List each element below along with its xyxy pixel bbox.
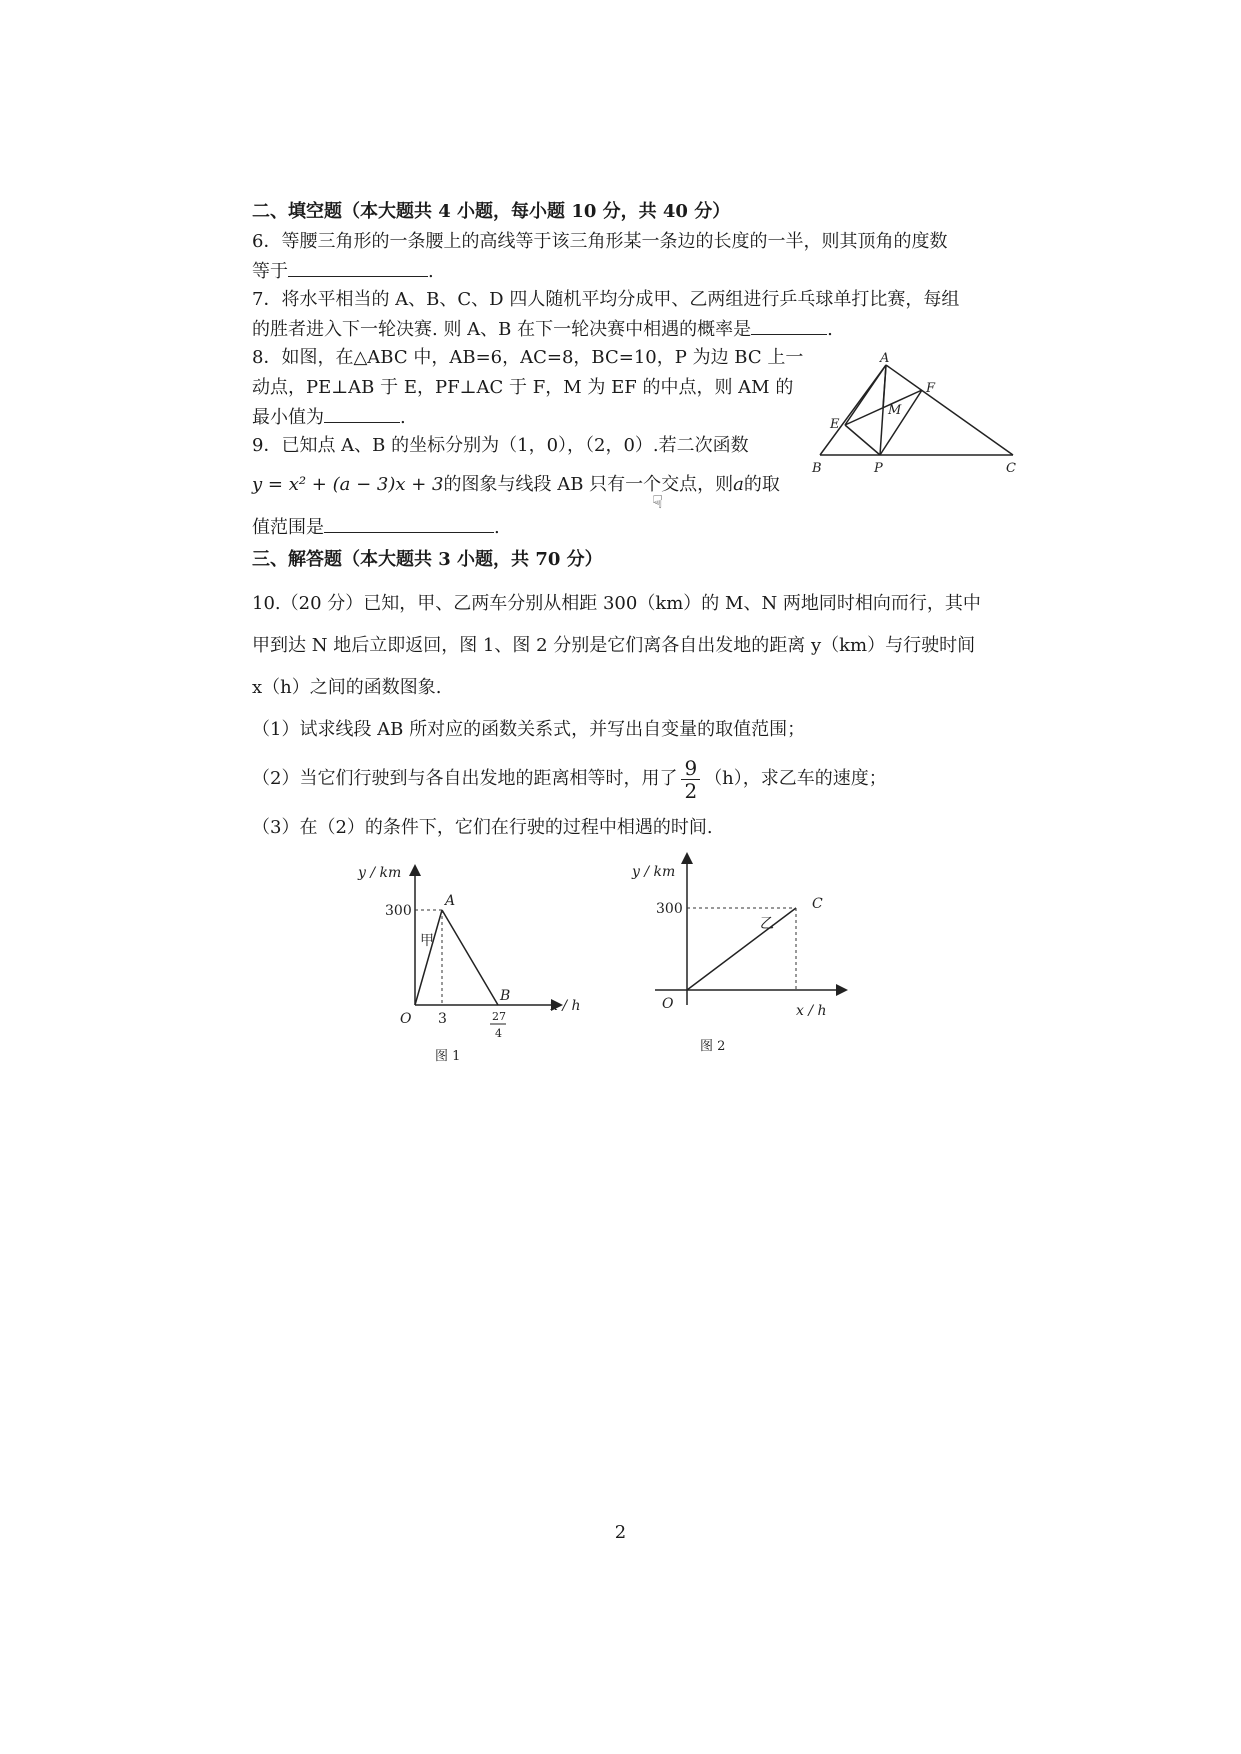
- fig1-segment-ab: [442, 910, 498, 1005]
- fig1-point-b: B: [500, 988, 511, 1004]
- question-8-prefix: 最小值为: [252, 407, 324, 428]
- question-6-suffix: .: [428, 261, 434, 282]
- question-10-part-1: （1）试求线段 AB 所对应的函数关系式，并写出自变量的取值范围；: [252, 719, 806, 740]
- fig2-caption: 图 2: [700, 1039, 726, 1054]
- question-8-suffix: .: [400, 407, 406, 428]
- label-m: M: [888, 403, 902, 418]
- fig1-x-tick-den: 4: [495, 1027, 502, 1040]
- question-8-answer-blank[interactable]: [324, 404, 400, 423]
- label-f: F: [926, 381, 936, 396]
- question-7-suffix: .: [827, 319, 833, 340]
- question-9-line-1: 9．已知点 A、B 的坐标分别为（1，0），（2，0）.若二次函数: [252, 435, 749, 456]
- label-p: P: [874, 461, 883, 476]
- fig1-origin: O: [400, 1011, 412, 1027]
- question-6-answer-blank[interactable]: [288, 258, 428, 277]
- question-6-line-1: 6．等腰三角形的一条腰上的高线等于该三角形某一条边的长度的一半，则其顶角的度数: [252, 231, 948, 252]
- fig1-y-tick-300: 300: [385, 903, 412, 919]
- question-8-line-1: 8．如图，在△ABC 中，AB=6，AC=8，BC=10，P 为边 BC 上一: [252, 347, 804, 368]
- fig1-segment-oa: [415, 910, 442, 1005]
- question-10-line-2: 甲到达 N 地后立即返回，图 1、图 2 分别是它们离各自出发地的距离 y（km）与行驶时间: [252, 635, 976, 656]
- triangle-figure: [810, 350, 1030, 480]
- question-7-prefix: 的胜者进入下一轮决赛. 则 A、B 在下一轮决赛中相遇的概率是: [252, 319, 752, 340]
- question-9-prefix: 值范围是: [252, 517, 324, 538]
- fig1-x-label: x / h: [550, 998, 581, 1014]
- question-6-prefix: 等于: [252, 261, 288, 282]
- figure-2-graph: [620, 840, 860, 1055]
- question-10-line-1: 10.（20 分）已知，甲、乙两车分别从相距 300（km）的 M、N 两地同时相向而行，其中: [252, 593, 981, 614]
- fig2-y-label: y / km: [632, 864, 676, 880]
- question-10-part-2: [252, 754, 887, 804]
- page-number: 2: [614, 1522, 627, 1543]
- quadratic-formula: y = x² + (a − 3)x + 3: [252, 474, 444, 495]
- segment-ap: [880, 365, 886, 455]
- label-a: A: [880, 351, 890, 366]
- fig1-point-a: A: [445, 893, 456, 909]
- fig2-y-tick-300: 300: [656, 901, 683, 917]
- fig1-y-label: y / km: [358, 865, 402, 881]
- variable-a: a: [733, 474, 744, 495]
- section-two-heading: 二、填空题（本大题共 4 小题，每小题 10 分，共 40 分）: [252, 201, 731, 222]
- section-three-heading: 三、解答题（本大题共 3 小题，共 70 分）: [252, 549, 603, 570]
- question-9-line-3: [252, 514, 500, 540]
- question-7-line-2: [252, 316, 833, 342]
- hand-cursor-icon: ☟: [652, 492, 663, 513]
- figure-1-graph: [350, 855, 590, 1070]
- question-10-line-3: x（h）之间的函数图象.: [252, 677, 442, 698]
- question-9-line-2: [252, 473, 780, 497]
- question-10-part-3: （3）在（2）的条件下，它们在行驶的过程中相遇的时间.: [252, 817, 713, 838]
- fig1-x-tick-3: 3: [438, 1011, 447, 1027]
- fraction-nine-halves: $\frac{9}{2}$: [681, 757, 700, 802]
- question-9-answer-blank[interactable]: [324, 514, 494, 533]
- fig2-point-c: C: [812, 896, 823, 912]
- label-b: B: [812, 461, 822, 476]
- question-8-line-3: [252, 404, 406, 430]
- segment-pe: [845, 425, 880, 455]
- fig1-caption: 图 1: [435, 1049, 461, 1064]
- fig1-x-tick-num: 27: [492, 1010, 506, 1023]
- part-2-suffix: （h），求乙车的速度；: [704, 768, 887, 789]
- fig2-origin: O: [662, 996, 674, 1012]
- question-9-text: 的图象与线段 AB 只有一个交点，则: [443, 474, 734, 495]
- question-7-line-1: 7．将水平相当的 A、B、C、D 四人随机平均分成甲、乙两组进行乒乓球单打比赛，每组: [252, 289, 960, 310]
- fig2-x-label: x / h: [796, 1003, 827, 1019]
- fig2-line-oc: [687, 908, 796, 990]
- side-ac: [886, 365, 1013, 455]
- question-9-suffix: .: [494, 517, 500, 538]
- fig2-series-label: 乙: [760, 916, 774, 932]
- question-8-line-2: 动点，PE⊥AB 于 E，PF⊥AC 于 F，M 为 EF 的中点，则 AM 的: [252, 377, 794, 398]
- question-9-text-end: 的取: [743, 474, 780, 495]
- question-6-line-2: [252, 258, 434, 284]
- part-2-prefix: （2）当它们行驶到与各自出发地的距离相等时，用了: [252, 768, 678, 789]
- question-7-answer-blank[interactable]: [751, 316, 827, 335]
- label-e: E: [830, 417, 840, 432]
- fig1-series-label: 甲: [420, 933, 434, 949]
- label-c: C: [1006, 461, 1016, 476]
